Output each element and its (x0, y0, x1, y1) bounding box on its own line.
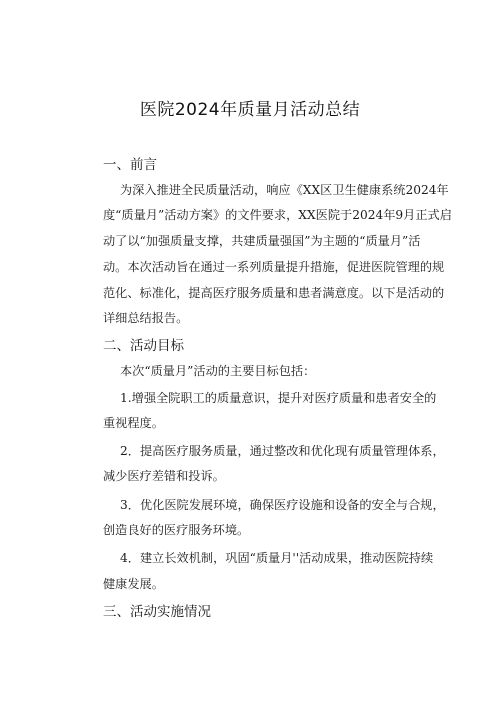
list-item-line: 创造良好的医疗服务环境。 (103, 523, 250, 537)
list-item-line: 重视程度。 (103, 416, 164, 430)
paragraph-line: 为深入推进全民质量活动，响应《XX区卫生健康系统2024年 (120, 183, 449, 197)
list-item-line: 健康发展。 (103, 577, 164, 591)
paragraph-line: 详细总结报告。 (103, 311, 189, 325)
list-item-line: 4．建立长效机制，巩固“质量月''活动成果，推动医院持续 (120, 551, 434, 565)
document-title: 医院2024年质量月活动总结 (139, 100, 361, 120)
paragraph-line: 本次“质量月”活动的主要目标包括： (120, 364, 316, 378)
paragraph-line: 度“质量月”活动方案》的文件要求，XX医院于2024年9月正式启 (103, 208, 452, 222)
paragraph-line: 范化、标准化，提高医疗服务质量和患者满意度。以下是活动的 (103, 286, 445, 300)
list-item-line: 1.增强全院职工的质量意识，提升对医疗质量和患者安全的 (120, 391, 437, 405)
section-heading-goals: 二、活动目标 (103, 338, 184, 354)
list-item-line: 3．优化医院发展环境，确保医疗设施和设备的安全与合规， (120, 498, 445, 512)
list-item-line: 减少医疗差错和投诉。 (103, 469, 225, 483)
paragraph-line: 动。本次活动旨在通过一系列质量提升措施，促进医院管理的规 (103, 260, 445, 274)
section-heading-preface: 一、前言 (103, 157, 157, 173)
section-heading-implementation: 三、活动实施情况 (103, 604, 211, 620)
list-item-line: 2．提高医疗服务质量，通过整改和优化现有质量管理体系， (120, 444, 445, 458)
paragraph-line: 动了以“加强质量支撑，共建质量强国”为主题的“质量月”活 (103, 234, 421, 248)
